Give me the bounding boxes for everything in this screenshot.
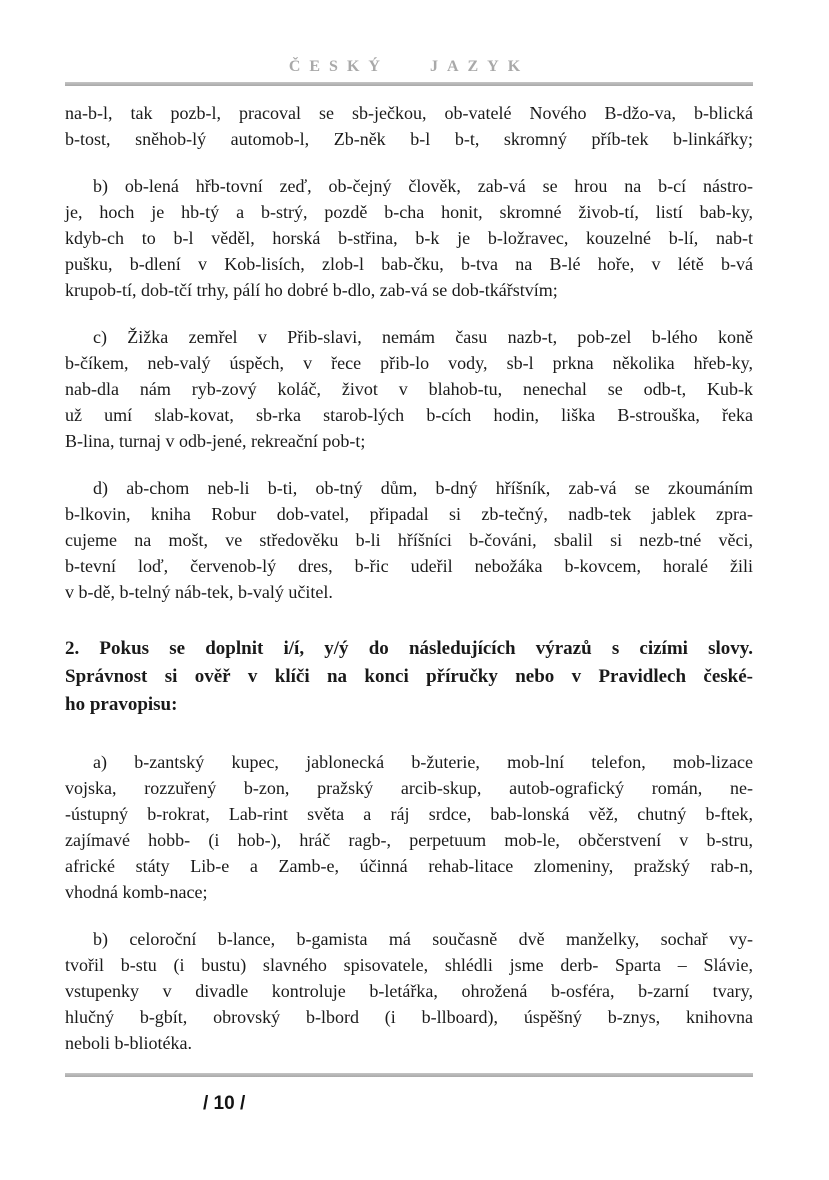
running-head-title: ČESKÝ JAZYK [288, 58, 530, 75]
text-line: b-tevní loď, červenob-lý dres, b-řic udeřil nebožáka b-kovcem, horalé žili [65, 556, 753, 576]
text-line: hlučný b-gbít, obrovský b-lbord (i b-llboard), úspěšný b-znys, knihovna [65, 1007, 753, 1027]
text-line: b-tost, sněhob-lý automob-l, Zb-něk b-l b-t, skromný příb-tek b-linkářky; [65, 129, 753, 149]
text-line: neboli b-bliotéka. [65, 1033, 192, 1053]
text-line: vojska, rozzuřený b-zon, pražský arcib-skup, autob-ografický román, ne- [65, 778, 753, 798]
paragraph-item-b [65, 173, 753, 303]
page-number: / 10 / [203, 1093, 246, 1114]
text-line: b-číkem, neb-valý úspěch, v řece přib-lo vody, sb-l prkna několika hřeb-ky, [65, 353, 753, 373]
heading-line: ho pravopisu: [65, 694, 178, 715]
page-content [65, 100, 753, 1056]
text-line: c) Žižka zemřel v Přib-slavi, nemám času nazb-t, pob-zel b-lého koně [93, 327, 753, 347]
paragraph-intro [65, 100, 753, 152]
text-line: africké státy Lib-e a Zamb-e, účinná rehab-litace zlomeniny, pražský rab-n, [65, 856, 753, 876]
text-line: -ústupný b-rokrat, Lab-rint světa a ráj srdce, bab-lonská věž, chutný b-ftek, [65, 804, 753, 824]
paragraph-item-c [65, 324, 753, 454]
page-header [65, 57, 753, 86]
text-line: B-lina, turnaj v odb-jené, rekreační pob-t; [65, 431, 366, 451]
text-line: vstupenky v divadle kontroluje b-letářka, ohrožená b-osféra, b-zarní tvary, [65, 981, 753, 1001]
text-line: zajímavé hobb- (i hob-), hráč ragb-, perpetuum mob-le, občerstvení v b-stru, [65, 830, 753, 850]
text-line: b) celoroční b-lance, b-gamista má současně dvě manželky, sochař vy- [93, 929, 753, 949]
text-line: kdyb-ch to b-l věděl, horská b-střina, b-k je b-ložravec, kouzelné b-lí, nab-t [65, 228, 753, 248]
text-line: cujeme na mošt, ve středověku b-li hříšníci b-čováni, sbalil si nezb-tné věci, [65, 530, 753, 550]
text-line: krupob-tí, dob-tčí trhy, pálí ho dobré b-dlo, zab-vá se dob-tkářstvím; [65, 280, 558, 300]
text-line: na-b-l, tak pozb-l, pracoval se sb-ječkou, ob-vatelé Nového B-džo-va, b-blická [65, 103, 753, 123]
text-line: už umí slab-kovat, sb-rka starob-lých b-cích hodin, liška B-strouška, řeka [65, 405, 753, 425]
paragraph-item-2a [65, 749, 753, 905]
text-line: je, hoch je hb-tý a b-strý, pozdě b-cha honit, skromné živob-tí, listí bab-ky, [65, 202, 753, 222]
paragraph-item-2b [65, 926, 753, 1056]
text-line: vhodná komb-nace; [65, 882, 208, 902]
header-rule [65, 82, 753, 86]
text-line: d) ab-chom neb-li b-ti, ob-tný dům, b-dný hříšník, zab-vá se zkoumáním [93, 478, 753, 498]
text-line: nab-dla nám ryb-zový koláč, život v blahob-tu, nenechal se odb-t, Kub-k [65, 379, 753, 399]
text-line: tvořil b-stu (i bustu) slavného spisovatele, shlédli jsme derb- Sparta – Slávie, [65, 955, 753, 975]
text-line: b-lkovin, kniha Robur dob-vatel, připadal si zb-tečný, nadb-tek jablek zpra- [65, 504, 753, 524]
text-line: v b-dě, b-telný náb-tek, b-valý učitel. [65, 582, 333, 602]
text-line: b) ob-lená hřb-tovní zeď, ob-čejný člověk, zab-vá se hrou na b-cí nástro- [93, 176, 753, 196]
text-line: pušku, b-dlení v Kob-lisích, zlob-l bab-čku, b-tva na B-lé hoře, v létě b-vá [65, 254, 753, 274]
exercise-2-heading [65, 635, 753, 719]
paragraph-item-d [65, 475, 753, 605]
text-line: a) b-zantský kupec, jablonecká b-žuterie, mob-lní telefon, mob-lizace [93, 752, 753, 772]
heading-line: Správnost si ověř v klíči na konci příručky nebo v Pravidlech české- [65, 666, 753, 687]
heading-line: 2. Pokus se doplnit i/í, y/ý do následujících výrazů s cizími slovy. [65, 638, 753, 659]
footer-rule [65, 1073, 753, 1077]
